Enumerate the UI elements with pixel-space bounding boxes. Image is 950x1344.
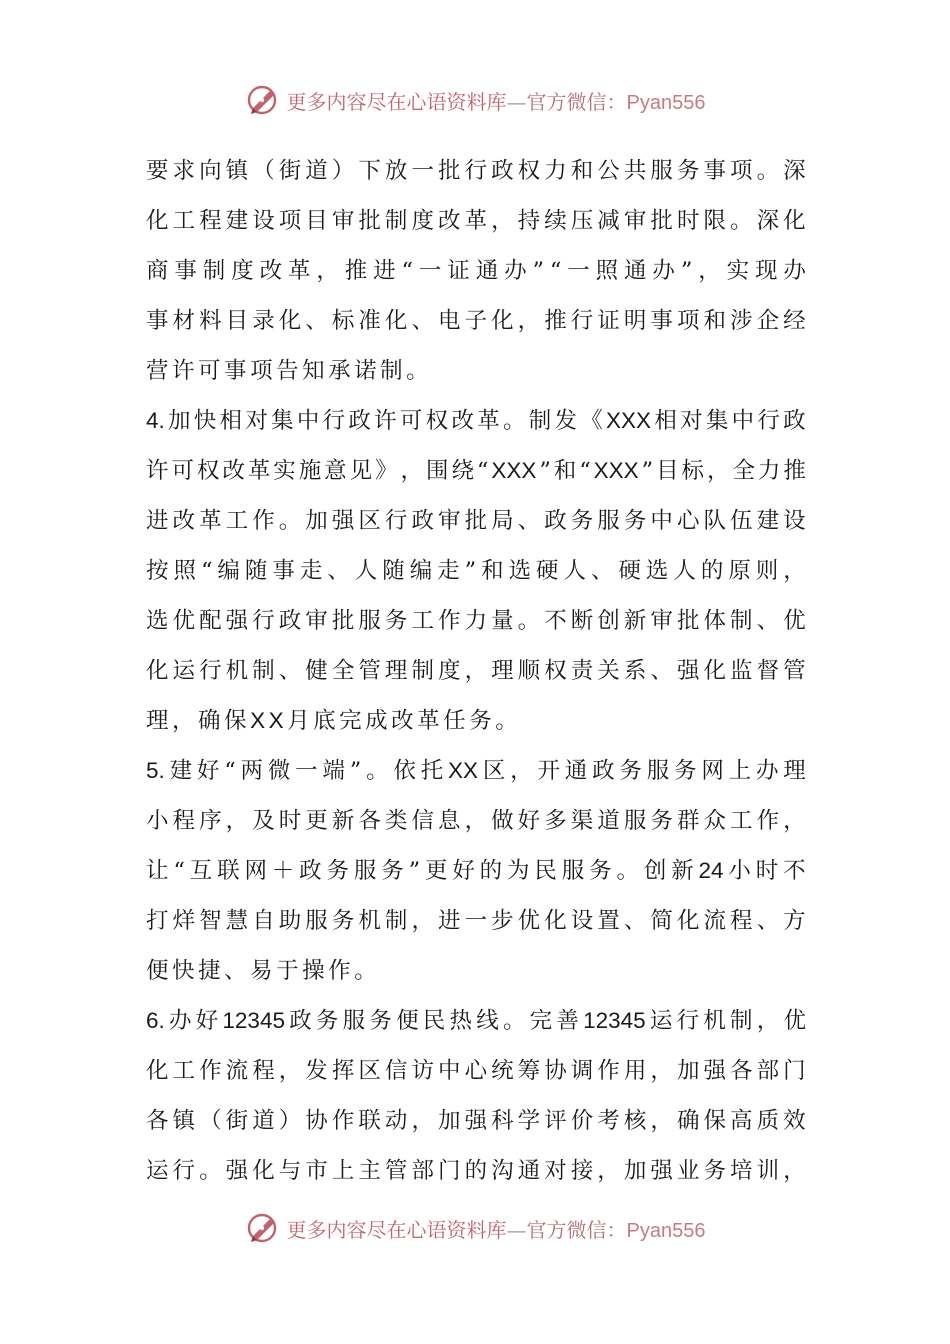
text-line: 商 事 制 度 改 革 ， 推 进 “ 一 证 通 办 ” “ 一 照 通 办 ” ， 实 现 办 (146, 258, 806, 284)
text-line: 小 程 序 ， 及 时 更 新 各 类 信 息 ， 做 好 多 渠 道 服 务 群 众 工 作 ， (146, 808, 806, 834)
text-line: 化 运 行 机 制 、 健 全 管 理 制 度 ， 理 顺 权 责 关 系 、 强 化 监 督 管 (146, 658, 806, 684)
text-line: 事 材 料 目 录 化 、 标 准 化 、 电 子 化 ， 推 行 证 明 事 项 和 涉 企 经 (146, 308, 806, 334)
text-line: 各 镇 （ 街 道 ） 协 作 联 动 ， 加 强 科 学 评 价 考 核 ， 确 保 高 质 效 (146, 1108, 806, 1134)
text-line: 便 快 捷 、 易 于 操 作 。 (146, 958, 381, 984)
text-line: 要 求 向 镇 （ 街 道 ） 下 放 一 批 行 政 权 力 和 公 共 服 务 事 项 。 深 (146, 158, 806, 184)
text-line: 营 许 可 事 项 告 知 承 诺 制 。 (146, 358, 433, 384)
pen-logo-icon (245, 1210, 281, 1246)
footer-watermark-banner (0, 1206, 950, 1250)
text-line: 化 工 作 流 程 ， 发 挥 区 信 访 中 心 统 筹 协 调 作 用 ， 加 强 各 部 门 (146, 1058, 806, 1084)
text-line: 运 行 。 强 化 与 市 上 主 管 部 门 的 沟 通 对 接 ， 加 强 业 务 培 训 ， (146, 1158, 806, 1184)
text-line: 按 照 “ 编 随 事 走 、 人 随 编 走 ” 和 选 硬 人 、 硬 选 人 的 原 则 ， (146, 558, 806, 584)
text-line: 许 可 权 改 革 实 施 意 见 》 ， 围 绕 “ XXX ” 和 “ XXX ” 目 标 ， 全 力 推 (146, 458, 806, 484)
text-line: 让 “ 互 联 网 ＋ 政 务 服 务 ” 更 好 的 为 民 服 务 。 创 新 24 小 时 不 (146, 858, 806, 884)
text-line: 5. 建 好 “ 两 微 一 端 ” 。 依 托 XX 区 ， 开 通 政 务 服 务 网 上 办 理 (146, 758, 806, 784)
text-line: 理 ， 确 保 XX 月 底 完 成 改 革 任 务 。 (146, 708, 522, 734)
pen-logo-icon (245, 82, 281, 118)
banner-text: 更多内容尽在心语资料库—官方微信：Pyan556 (286, 1217, 706, 1242)
text-line: 选 优 配 强 行 政 审 批 服 务 工 作 力 量 。 不 断 创 新 审 批 体 制 、 优 (146, 608, 806, 634)
text-line: 4. 加 快 相 对 集 中 行 政 许 可 权 改 革 。 制 发 《 XXX 相 对 集 中 行 政 (146, 408, 806, 434)
text-line: 化 工 程 建 设 项 目 审 批 制 度 改 革 ， 持 续 压 减 审 批 时 限 。 深 化 (146, 208, 806, 234)
header-watermark-banner (0, 78, 950, 122)
text-line: 进 改 革 工 作 。 加 强 区 行 政 审 批 局 、 政 务 服 务 中 心 队 伍 建 设 (146, 508, 806, 534)
text-line: 打 烊 智 慧 自 助 服 务 机 制 ， 进 一 步 优 化 设 置 、 简 化 流 程 、 方 (146, 908, 806, 934)
document-body (146, 146, 806, 1196)
banner-text: 更多内容尽在心语资料库—官方微信：Pyan556 (286, 89, 706, 114)
text-line: 6. 办 好 12345 政 务 服 务 便 民 热 线 。 完 善 12345 运 行 机 制 ， 优 (146, 1008, 806, 1034)
